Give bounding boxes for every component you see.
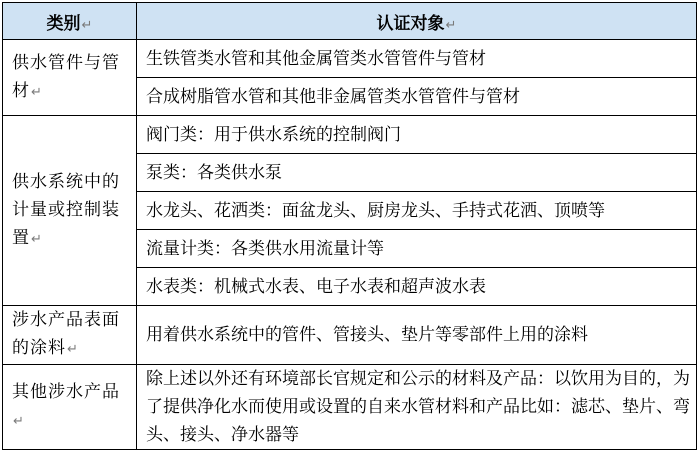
header-target: 认证对象↵ [137,3,697,40]
category-cell: 其他涉水产品↵ [3,365,137,450]
item-cell: 水龙头、花洒类：面盆龙头、厨房龙头、手持式花洒、顶喷等 [137,192,697,230]
table-row [3,365,697,450]
return-mark-icon: ↵ [13,414,25,429]
header-category: 类别↵ [3,3,137,40]
header-row [3,3,697,40]
return-mark-icon: ↵ [67,342,79,357]
category-cell: 供水系统中的计量或控制装置↵ [3,116,137,306]
return-mark-icon: ↵ [31,231,43,247]
item-cell: 用着供水系统中的管件、管接头、垫片等零部件上用的涂料 [137,306,697,365]
category-cell: 供水管件与管材↵ [3,40,137,116]
table-row [3,116,697,154]
certification-table [2,2,697,450]
item-cell: 流量计类：各类供水用流量计等 [137,230,697,268]
item-cell: 泵类：各类供水泵 [137,154,697,192]
item-cell: 除上述以外还有环境部长官规定和公示的材料及产品：以饮用为目的，为了提供净化水而使用或设置的自来水管材料和产品比如：滤芯、垫片、弯头、接头、净水器等 [137,365,697,450]
item-cell: 生铁管类水管和其他金属管类水管管件与管材 [137,40,697,78]
return-mark-icon: ↵ [81,17,93,33]
category-cell: 涉水产品表面的涂料↵ [3,306,137,365]
table-row [3,40,697,78]
item-cell: 阀门类：用于供水系统的控制阀门 [137,116,697,154]
return-mark-icon: ↵ [445,17,457,33]
table-row [3,306,697,365]
item-cell: 合成树脂管水管和其他非金属管类水管管件与管材 [137,78,697,116]
return-mark-icon: ↵ [31,84,43,100]
item-cell: 水表类：机械式水表、电子水表和超声波水表 [137,268,697,306]
